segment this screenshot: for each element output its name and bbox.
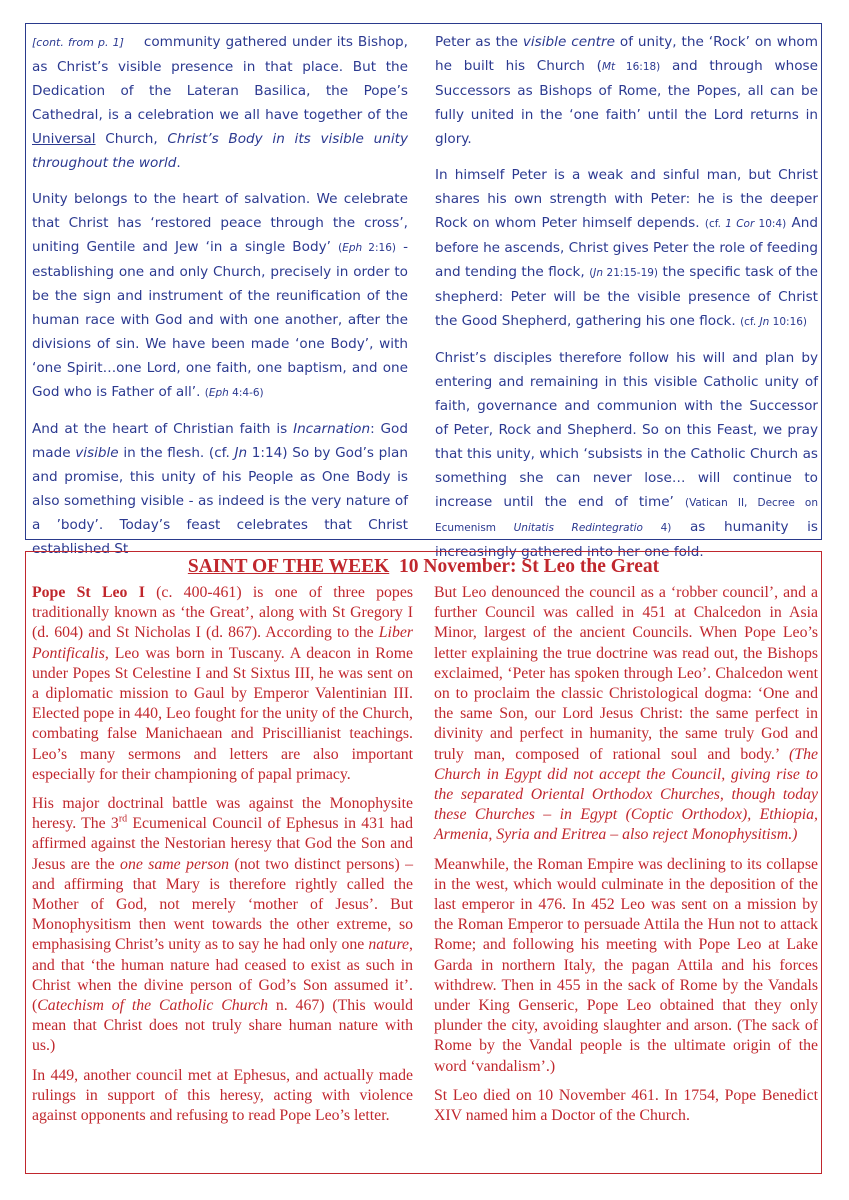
text-run: visible xyxy=(75,445,119,461)
paragraph xyxy=(435,30,818,151)
text-run: ( xyxy=(338,242,343,254)
text-run: (cf. xyxy=(704,218,726,230)
text-run: St Leo died on 10 November 461. In 1754, Pope Benedict XIV named him a Doctor of the Church. xyxy=(434,1086,818,1125)
text-run: rd xyxy=(118,813,128,825)
text-run: of unity, the ‘Rock’ on whom he built his Church ( xyxy=(435,34,818,74)
text-run: Christ’s disciples therefore follow his will and plan by entering and remaining in this visible Catholic unity of faith, governance and communion with the Successor of Peter, Rock and Shepherd. So on this Feast, we pray that this unity, which ‘subsists in the Catholic Church as something she can never lose… will continue to increase until the end of time’ xyxy=(435,350,818,510)
text-run: and through whose Successors as Bishops of Rome, the Popes, all can be fully united in the ‘one faith’ until the Lord returns in glory. xyxy=(435,58,818,147)
text-run: , and that ‘the human nature had ceased to exist as such in Christ when the divine person of God’s Son assumed it’. ( xyxy=(32,936,413,1015)
text-run: 4) xyxy=(643,522,672,534)
reflection-box xyxy=(25,23,822,560)
paragraph xyxy=(32,187,408,405)
text-run: In himself Peter is a weak and sinful man, but Christ shares his own strength with Peter: he is the deeper Rock on whom Peter himself depends. xyxy=(435,167,818,231)
text-run: Christ’s Body in its visible unity throughout the world xyxy=(32,131,408,171)
text-run: Jn xyxy=(759,316,770,328)
text-run: - establishing one and only Church, precisely in order to be the sign and instrument of the reunification of the human race with God and with one another, after the divisions of sin. We have been made ‘one Body’, with ‘one Spirit…one Lord, one faith, one baptism, and one God who is Father of all’. xyxy=(32,239,408,400)
text-run: Pope St Leo I xyxy=(32,584,145,601)
text-run: Church, xyxy=(95,131,168,147)
text-run: nature xyxy=(368,936,410,954)
saint-title-date: 10 November: St Leo the Great xyxy=(399,556,660,577)
text-run: Mt xyxy=(601,61,616,73)
text-run: , Leo was born in Tuscany. A deacon in Rome under Popes St Celestine I and St Sixtus III, he was sent on a diplomatic mission to Gaul by Emperor Valentinian III. Elected pope in 440, Leo fought for the unity of the Church, combating false Manichaean and Priscillianist teachings. Leo’s many sermons and letters are also important especially for their championing of papal primacy. xyxy=(32,644,413,783)
text-run: Jn xyxy=(234,445,248,461)
text-run: in the flesh. (cf. xyxy=(118,445,235,461)
paragraph xyxy=(32,1066,413,1127)
text-run: as humanity is increasingly gathered into her one fold. xyxy=(435,519,818,560)
text-run: community gathered under its Bishop, as Christ’s visible presence in that place. But the Dedication of the Lateran Basilica, the Pope’s Cathedral, is a celebration we all have together of the xyxy=(32,34,408,123)
paragraph xyxy=(435,163,818,334)
saint-column-right xyxy=(434,583,818,1135)
text-run: 4:4-6) xyxy=(228,387,264,399)
saint-column-left xyxy=(32,583,413,1135)
reflection-column-left xyxy=(32,30,408,573)
text-run: ( xyxy=(204,387,209,399)
text-run: visible centre xyxy=(522,34,615,50)
saint-title xyxy=(26,553,821,581)
paragraph xyxy=(32,417,408,561)
reflection-column-right xyxy=(435,30,818,576)
paragraph xyxy=(32,583,413,785)
text-run: [cont. from p. 1] xyxy=(32,36,124,49)
text-run: (not two distinct persons) – and affirming that Mary is therefore rightly called the Mother of God, not merely ‘mother of Jesus’. But Monophysitism then went towards the other extreme, so emphasising Christ’s unity as to say he had only one xyxy=(32,855,413,954)
text-run: Unitatis Redintegratio xyxy=(513,522,643,534)
text-run: n. 467) (This would mean that Christ does not truly share human nature with us.) xyxy=(32,997,413,1055)
text-run: (Vatican II, Decree on Ecumenism xyxy=(435,497,818,534)
text-run: Universal xyxy=(32,131,96,147)
text-run: And at the heart of Christian faith is xyxy=(32,421,294,437)
text-run: Ecumenical Council of Ephesus in 431 had affirmed against the Nestorian heresy that God the Son and Jesus are the xyxy=(32,815,413,873)
saint-of-the-week-box xyxy=(25,551,822,1174)
text-run: 1:14) So by God’s plan and promise, this unity of his People as One Body is also something visible - as indeed is the very nature of a ’body’. Today’s feast celebrates that Christ established St xyxy=(32,445,408,557)
paragraph xyxy=(434,1086,818,1126)
text-run: 16:18) xyxy=(615,61,661,73)
text-run: 1 Cor xyxy=(725,218,755,230)
text-run: 10:4) xyxy=(754,218,787,230)
paragraph xyxy=(435,346,818,564)
text-run: one same person xyxy=(120,855,230,873)
saint-title-label: SAINT OF THE WEEK xyxy=(187,556,390,577)
text-run: Unity belongs to the heart of salvation. We celebrate that Christ has ‘restored peace through the cross’, uniting Gentile and Jew ‘in a single Body’ xyxy=(32,191,408,255)
paragraph xyxy=(32,30,408,175)
text-run: (The Church in Egypt did not accept the Council, giving rise to the separated Oriental Orthodox Churches, though today these Churches – in Egypt (Coptic Orthodox), Ethiopia, Armenia, Syria and Eritrea – also reject Monophysitism.) xyxy=(434,745,818,844)
text-run: Jn xyxy=(593,267,604,279)
text-run: His major doctrinal battle was against the Monophysite heresy. The 3 xyxy=(32,795,413,833)
paragraph xyxy=(434,855,818,1077)
text-run: Incarnation xyxy=(293,421,371,437)
text-run: : God made xyxy=(32,421,409,461)
text-run: 10:16) xyxy=(769,316,808,328)
text-run: In 449, another council met at Ephesus, and actually made rulings in support of this heresy, acting with violence against opponents and refusing to read Pope Leo’s letter. xyxy=(32,1066,413,1125)
text-run: . xyxy=(176,155,181,171)
text-run: ( xyxy=(589,267,594,279)
text-run: Peter as the xyxy=(435,34,523,50)
text-run: Catechism of the Catholic Church xyxy=(37,997,269,1015)
text-run: (cf. xyxy=(740,316,760,328)
text-run: Eph xyxy=(208,387,229,399)
text-run: Liber Pontificalis xyxy=(32,624,413,662)
text-run: And before he ascends, Christ gives Peter the role of feeding and tending the flock, xyxy=(435,215,819,280)
text-run: But Leo denounced the council as a ‘robber council’, and a further Council was called in 451 at Chalcedon in Asia Minor, largest of the ancient Councils. When Pope Leo’s letter explaining the true doctrine was read out, the Bishops exclaimed, ‘Peter has spoken through Leo’. Chalcedon went on to proclaim the classic Christological dogma: ‘One and the same Son, our Lord Jesus Christ: the same perfect in divinity and perfect in humanity, the same truly God and truly man, composed of rational soul and body.’ xyxy=(434,584,818,763)
paragraph xyxy=(32,794,413,1057)
paragraph xyxy=(434,583,818,846)
text-run: (c. 400-461) is one of three popes traditionally known as ‘the Great’, along with St Gregory I (d. 604) and St Nicholas I (d. 867). According to the xyxy=(32,584,413,642)
text-run: Meanwhile, the Roman Empire was declining to its collapse in the west, which would culminate in the deposition of the last emperor in 476. In 452 Leo was sent on a mission by the Roman Emperor to persuade Attila the Hun not to attack Rome; and following his meeting with Pope Leo at Lake Garda in northern Italy, the pagan Attila and his forces withdrew. Then in 455 in the sack of Rome by the Vandals under King Genseric, Pope Leo obtained that they only plunder the city, avoiding slaughter and arson. (The sack of Rome by the Vandal people is the ultimate origin of the word ‘vandalism’.) xyxy=(434,855,818,1075)
text-run: 2:16) xyxy=(362,242,396,254)
text-run: the specific task of the shepherd: Peter will be the visible presence of Christ the Good Shepherd, gathering his one flock. xyxy=(435,264,818,329)
text-run: 21:15-19) xyxy=(603,267,659,279)
text-run: Eph xyxy=(342,242,363,254)
